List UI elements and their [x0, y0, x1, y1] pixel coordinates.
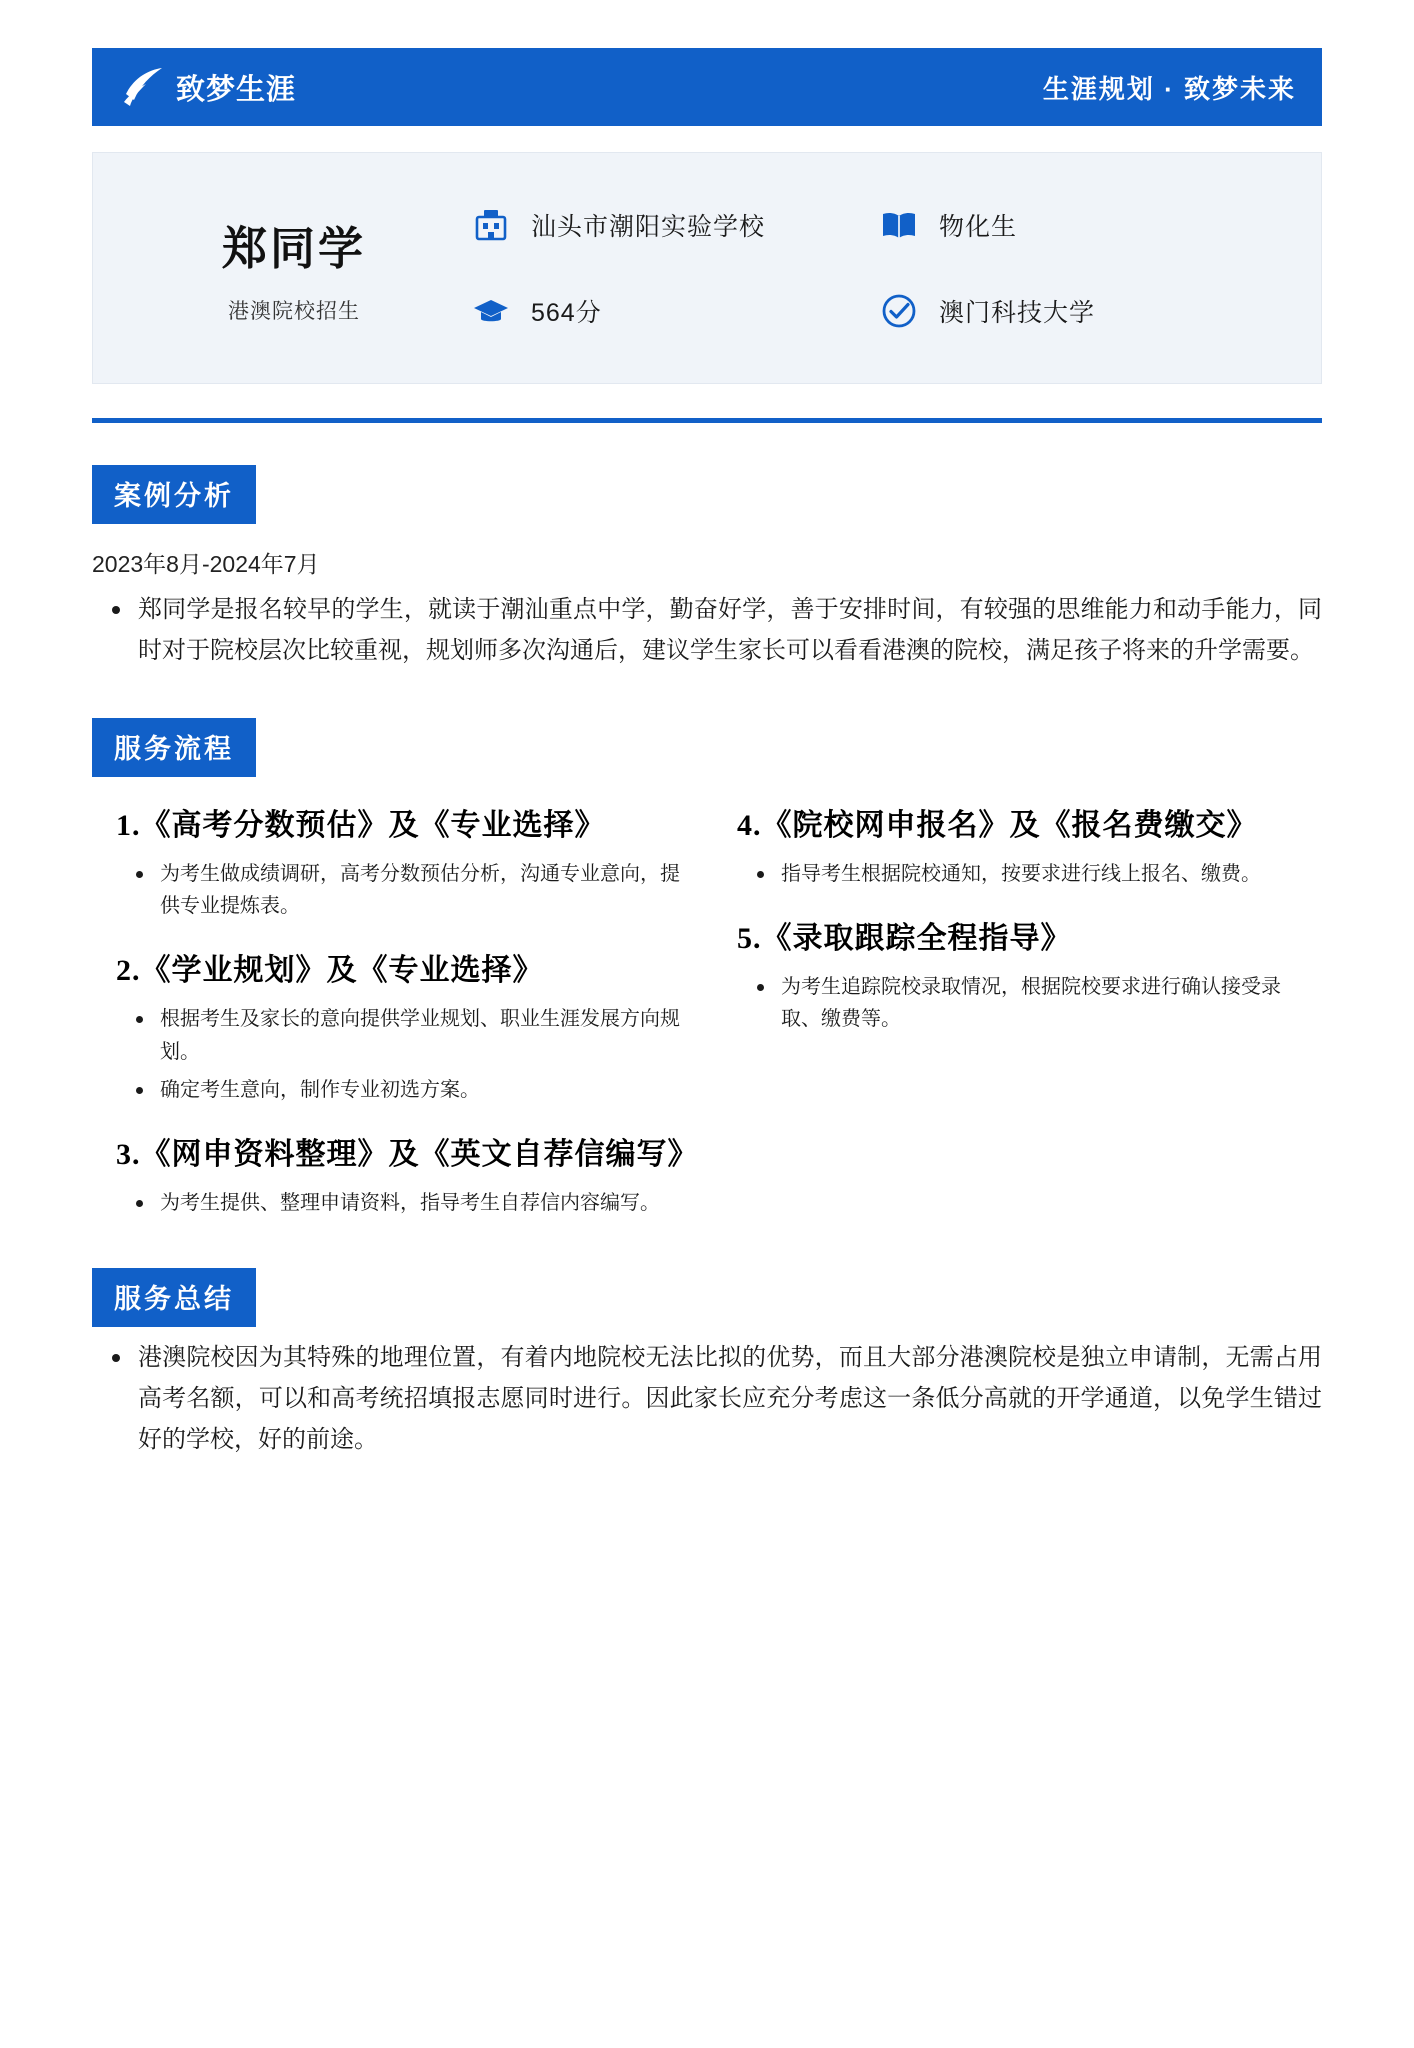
check-circle-icon — [877, 289, 921, 333]
flow-step — [116, 948, 691, 1106]
list-item: 郑同学是报名较早的学生，就读于潮汕重点中学，勤奋好学，善于安排时间，有较强的思维能力和动手能力，同时对于院校层次比较重视，规划师多次沟通后，建议学生家长可以看看港澳的院校，满足孩子将来的升学需要。 — [138, 589, 1322, 672]
student-info-card — [92, 152, 1322, 384]
flow-step-points — [737, 971, 1312, 1036]
student-name: 郑同学 — [221, 222, 366, 274]
section-divider — [92, 418, 1322, 423]
page-header — [92, 48, 1322, 126]
list-item: 确定考生意向，制作专业初选方案。 — [160, 1074, 691, 1106]
open-book-icon — [877, 203, 921, 247]
service-summary-points — [92, 1337, 1322, 1461]
flow-step-title: 3.《网申资料整理》及《英文自荐信编写》 — [116, 1138, 699, 1172]
brand-name: 致梦生涯 — [176, 73, 297, 106]
flow-step-title: 2.《学业规划》及《专业选择》 — [116, 954, 544, 988]
list-item: 为考生做成绩调研，高考分数预估分析，沟通专业意向，提供专业提炼表。 — [160, 858, 691, 923]
graduation-cap-icon — [469, 289, 513, 333]
student-facts — [459, 203, 1285, 333]
list-item: 指导考生根据院校通知，按要求进行线上报名、缴费。 — [781, 858, 1312, 890]
fact-university — [877, 289, 1285, 333]
flow-step-points — [116, 1003, 691, 1106]
flow-step-title: 5.《录取跟踪全程指导》 — [737, 921, 1072, 955]
document-page — [0, 48, 1414, 2048]
flow-step-title: 1.《高考分数预估》及《专业选择》 — [116, 808, 606, 842]
list-item: 为考生提供、整理申请资料，指导考生自荐信内容编写。 — [160, 1187, 691, 1219]
list-item: 港澳院校因为其特殊的地理位置，有着内地院校无法比拟的优势，而且大部分港澳院校是独立申请制，无需占用高考名额，可以和高考统招填报志愿同时进行。因此家长应充分考虑这一条低分高就的开学通道，以免学生错过好的学校，好的前途。 — [138, 1337, 1322, 1461]
list-item: 为考生追踪院校录取情况，根据院校要求进行确认接受录取、缴费等。 — [781, 971, 1312, 1036]
section-tag-service-flow: 服务流程 — [92, 718, 256, 777]
fact-school — [469, 203, 877, 247]
flow-step — [116, 803, 691, 923]
fact-score — [469, 289, 877, 333]
fact-subjects-text: 物化生 — [939, 213, 1018, 241]
flow-step — [737, 916, 1312, 1036]
flow-step-title: 4.《院校网申报名》及《报名费缴交》 — [737, 808, 1258, 842]
fact-score-text: 564分 — [531, 299, 602, 327]
case-analysis-points — [92, 589, 1322, 672]
brand — [120, 64, 296, 110]
school-building-icon — [469, 203, 513, 247]
flow-step-points — [737, 858, 1312, 890]
service-flow — [92, 803, 1322, 1226]
student-identity — [129, 212, 459, 325]
service-flow-right-column — [737, 803, 1312, 1226]
fact-subjects — [877, 203, 1285, 247]
header-slogan: 生涯规划 · 致梦未来 — [1042, 73, 1296, 104]
flow-step — [116, 1132, 699, 1219]
page-bottom-space — [92, 1465, 1322, 1585]
list-item: 根据考生及家长的意向提供学业规划、职业生涯发展方向规划。 — [160, 1003, 691, 1068]
flow-step — [737, 803, 1312, 890]
fact-school-text: 汕头市潮阳实验学校 — [531, 213, 766, 241]
flow-step-points — [116, 1187, 691, 1219]
section-tag-case-analysis: 案例分析 — [92, 465, 256, 524]
case-date-range: 2023年8月-2024年7月 — [92, 551, 320, 577]
student-subtitle: 港澳院校招生 — [228, 299, 360, 323]
flow-step-points — [116, 858, 691, 923]
section-tag-service-summary: 服务总结 — [92, 1268, 256, 1327]
swoosh-logo-icon — [120, 64, 166, 110]
service-flow-left-column — [116, 803, 699, 1226]
fact-university-text: 澳门科技大学 — [939, 299, 1096, 327]
